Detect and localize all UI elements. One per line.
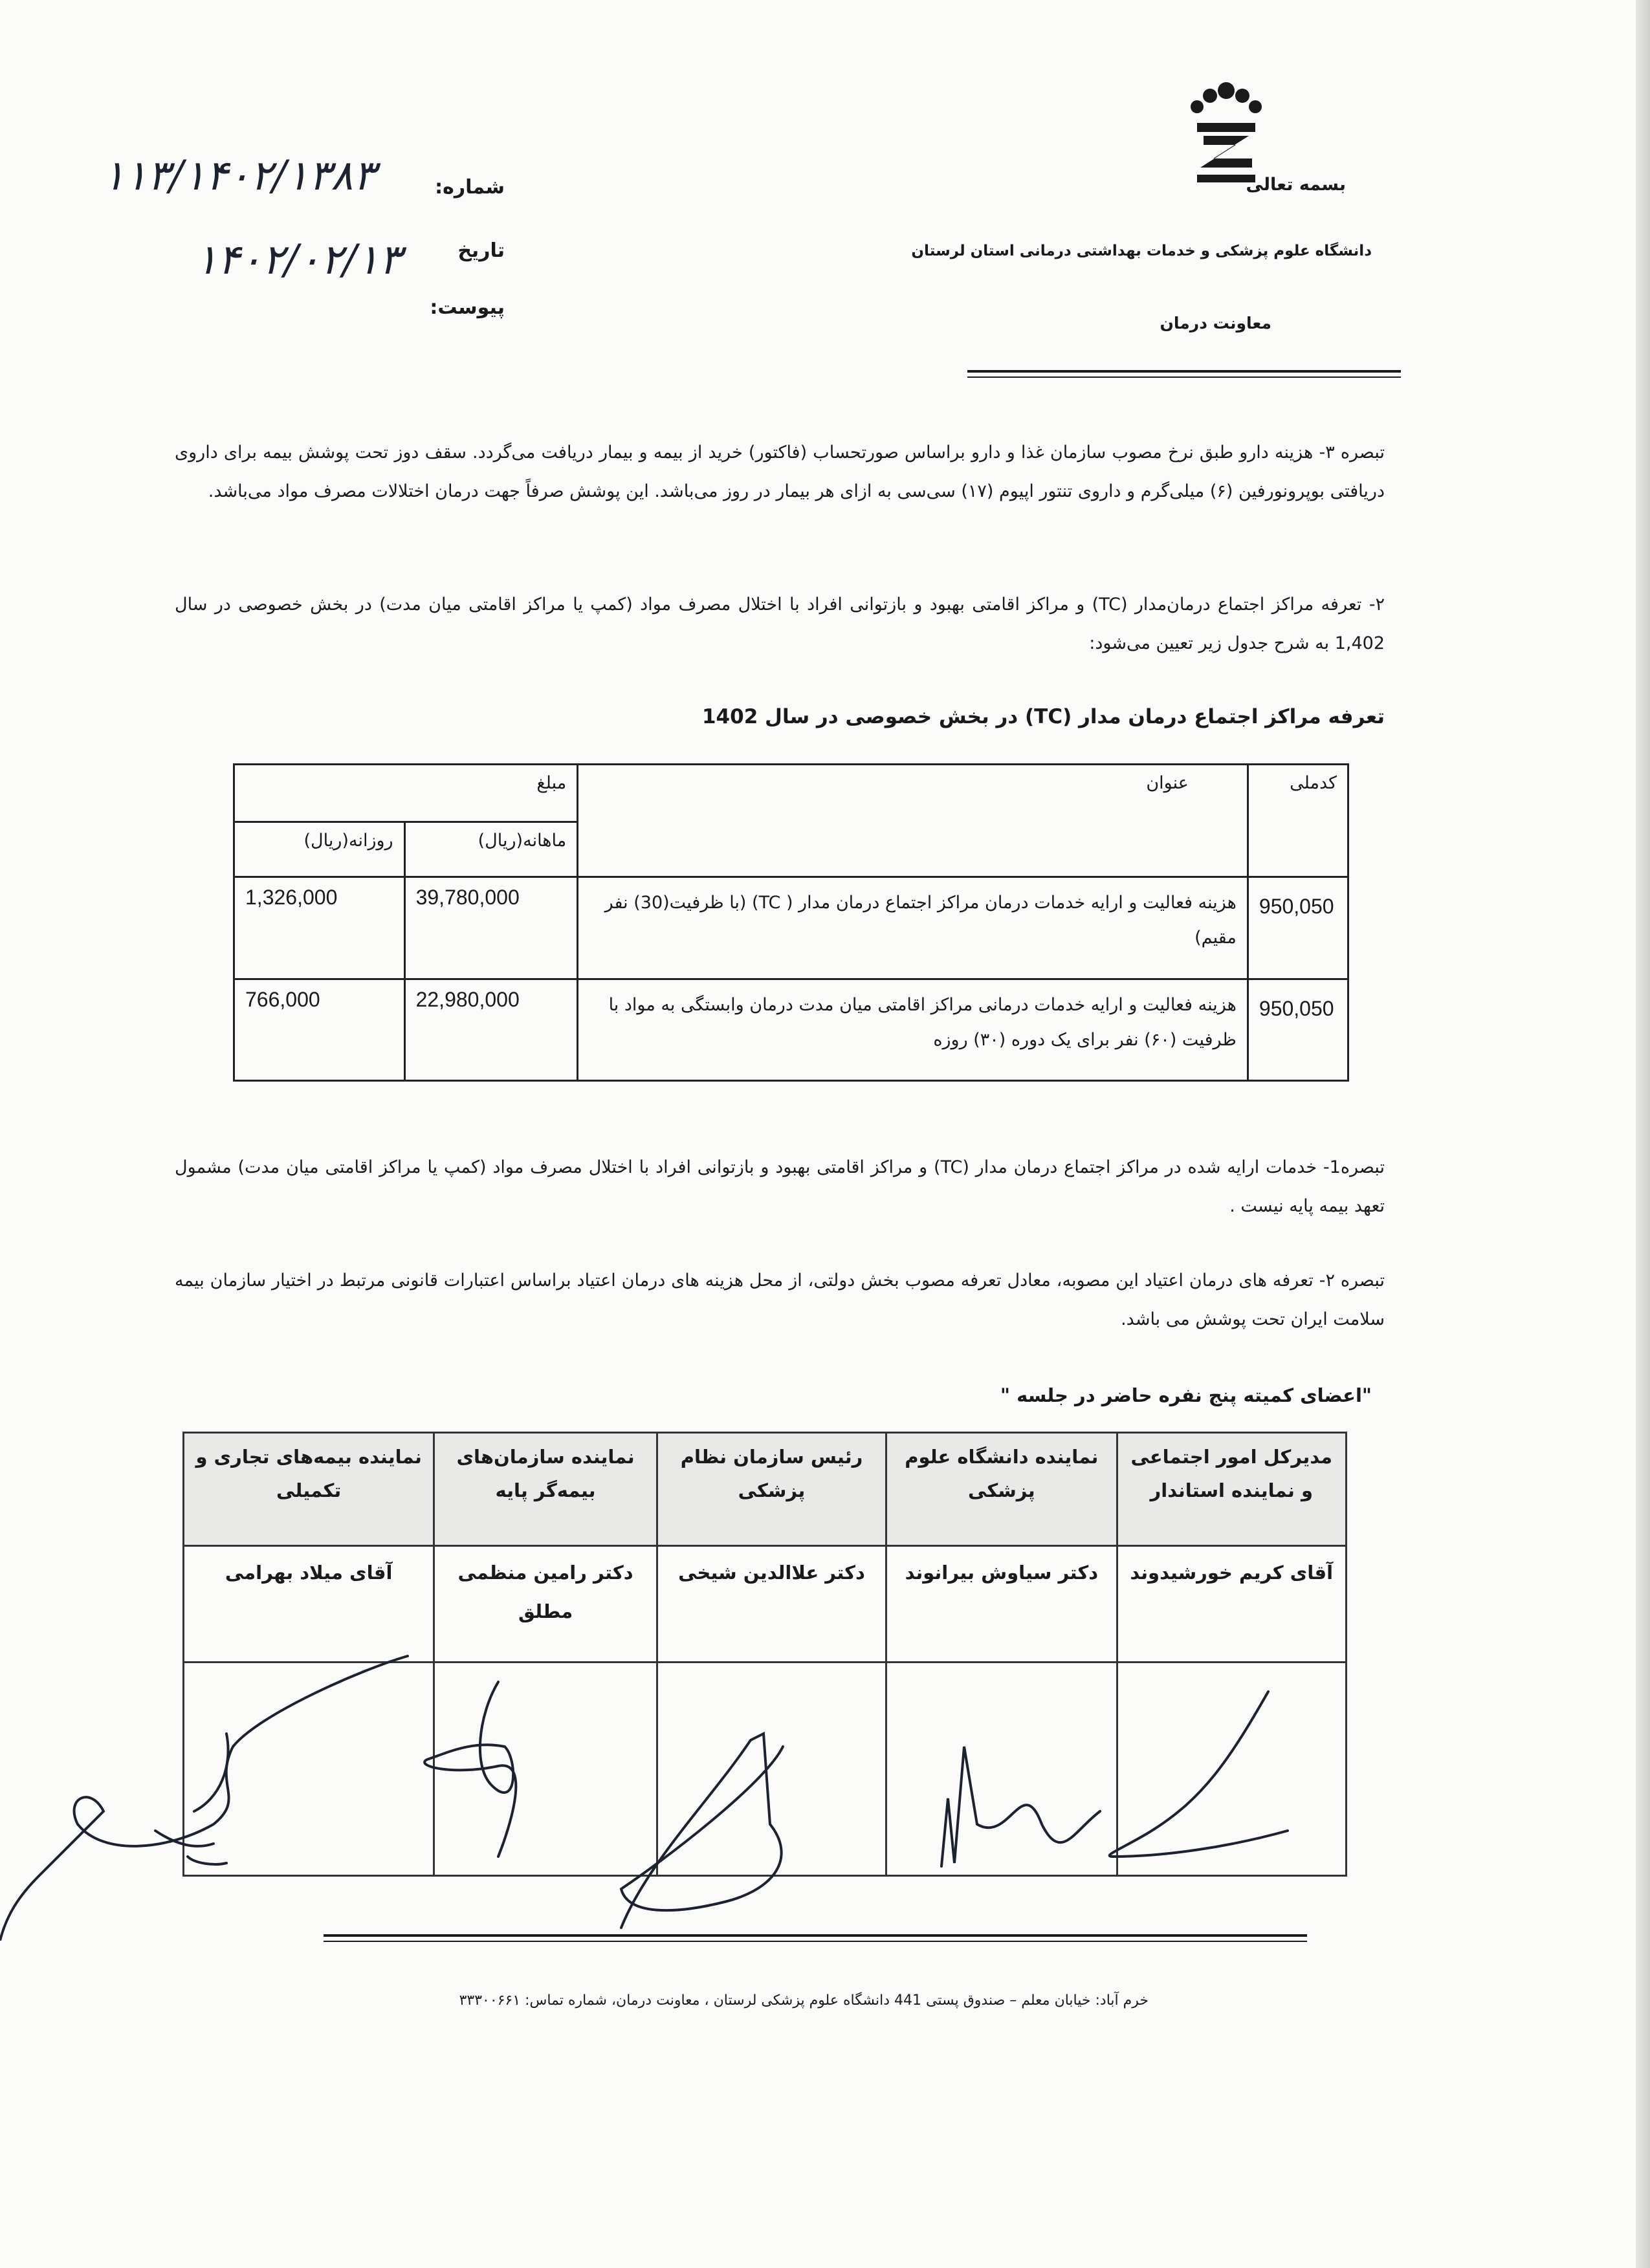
row-daily: 766,000 bbox=[234, 979, 405, 1080]
row-monthly: 39,780,000 bbox=[404, 877, 578, 979]
committee-member-name: آقای میلاد بهرامی bbox=[184, 1546, 434, 1663]
signature-bahrami bbox=[0, 1656, 408, 1941]
header-rule bbox=[967, 370, 1401, 373]
signature-biranvand bbox=[941, 1747, 1100, 1866]
committee-role: رئیس سازمان نظام پزشکی bbox=[657, 1433, 886, 1546]
tariff-table bbox=[233, 763, 1349, 1082]
footer-rule bbox=[324, 1934, 1307, 1937]
note-1: تبصره1- خدمات ارایه شده در مراکز اجتماع درمان مدار (TC) و مراکز اقامتی بهبود و بازتوانی افراد با اختلال مصرف مواد (کمپ یا مراکز اقامتی میان مدت) مشمول تعهد بیمه پایه نیست . bbox=[175, 1157, 1385, 1216]
table-row bbox=[234, 979, 1348, 1080]
attachment-label: پیوست: bbox=[430, 296, 505, 319]
date-label: تاریخ bbox=[457, 239, 505, 262]
item-2: ۲- تعرفه مراکز اجتماع درمان‌مدار (TC) و مراکز اقامتی بهبود و بازتوانی افراد با اختلال مصرف مواد (کمپ یا مراکز اقامتی میان مدت) در بخش خصوصی در سال 1,402 به شرح جدول زیر تعیین می‌شود: bbox=[175, 594, 1385, 653]
number-label: شماره: bbox=[435, 176, 505, 199]
footer-rule-thin bbox=[324, 1941, 1307, 1942]
committee-role: نماینده بیمه‌های تجاری و تکمیلی bbox=[184, 1433, 434, 1546]
row-code: 950,050 bbox=[1248, 877, 1348, 979]
handwritten-number: ۱۱۳/۱۴۰۲/۱۳۸۳ bbox=[102, 152, 375, 200]
committee-role: نماینده سازمان‌های بیمه‌گر پایه bbox=[434, 1433, 657, 1546]
row-daily: 1,326,000 bbox=[234, 877, 405, 979]
monthly-header: ماهانه(ریال) bbox=[404, 822, 578, 877]
committee-member-name: دکتر سیاوش بیرانوند bbox=[886, 1546, 1117, 1663]
row-code: 950,050 bbox=[1248, 979, 1348, 1080]
committee-member-name: دکتر رامین منظمی مطلق bbox=[434, 1546, 657, 1663]
signature-monazzami bbox=[424, 1682, 516, 1857]
code-header: کدملی bbox=[1248, 765, 1348, 877]
committee-role: نماینده دانشگاه علوم پزشکی bbox=[886, 1433, 1117, 1546]
daily-header: روزانه(ریال) bbox=[234, 822, 405, 877]
deputy-name: معاونت درمان bbox=[1160, 314, 1271, 333]
row-monthly: 22,980,000 bbox=[404, 979, 578, 1080]
tariff-table-title: تعرفه مراکز اجتماع درمان مدار (TC) در بخش خصوصی در سال 1402 bbox=[701, 705, 1385, 728]
table-row bbox=[234, 877, 1348, 979]
bismillah: بسمه تعالی bbox=[1246, 175, 1346, 195]
note-2: تبصره ۲- تعرفه های درمان اعتیاد این مصوبه، معادل تعرفه مصوب بخش دولتی، از محل هزینه های درمان اعتیاد براساس اعتبارات قانونی مرتبط در اختیار سازمان بیمه سلامت ایران تحت پوشش می باشد. bbox=[175, 1270, 1385, 1329]
committee-title: "اعضای کمیته پنج نفره حاضر در جلسه " bbox=[1000, 1384, 1372, 1406]
signature-sheikhi bbox=[621, 1734, 783, 1928]
committee-role: مدیرکل امور اجتماعی و نماینده استاندار bbox=[1117, 1433, 1346, 1546]
signatures-overlay bbox=[0, 1553, 1424, 1941]
footer-address: خرم آباد: خیابان معلم – صندوق پستی 441 دانشگاه علوم پزشکی لرستان ، معاونت درمان، شماره تماس: ۳۳۳۰۰۶۶۱ bbox=[459, 1992, 1149, 2009]
signature-khorshidvand bbox=[1110, 1692, 1288, 1857]
scan-edge bbox=[1636, 0, 1650, 2268]
committee-member-name: آقای کریم خورشیدوند bbox=[1117, 1546, 1346, 1663]
note-3: تبصره ۳- هزینه دارو طبق نرخ مصوب سازمان غذا و دارو براساس صورتحساب (فاکتور) خرید از بیمه و بیمار دریافت می‌گردد. سقف دوز تحت پوشش بیمه برای داروی دریافتی بوپرونورفین (۶) میلی‌گرم و داروی تنتور اپیوم (۱۷) سی‌سی به ازای هر بیمار در روز می‌باشد. این پوشش صرفاً جهت درمان اختلالات مصرف مواد می‌باشد. bbox=[175, 442, 1385, 501]
university-name: دانشگاه علوم پزشکی و خدمات بهداشتی درمانی استان لرستان bbox=[911, 243, 1372, 259]
committee-member-name: دکتر علاالدین شیخی bbox=[657, 1546, 886, 1663]
handwritten-date: ۱۴۰۲/۰۲/۱۳ bbox=[195, 236, 401, 284]
header-rule-thin bbox=[967, 376, 1401, 378]
row-title: هزینه فعالیت و ارایه خدمات درمانی مراکز اقامتی میان مدت درمان وابستگی به مواد با ظرفیت (۶۰) نفر برای یک دوره (۳۰) روزه bbox=[578, 979, 1248, 1080]
amount-header: مبلغ bbox=[234, 765, 578, 822]
row-title: هزینه فعالیت و ارایه خدمات درمان مراکز اجتماع درمان مدار ( TC) (با ظرفیت(30) نفر مقیم) bbox=[578, 877, 1248, 979]
title-header: عنوان bbox=[578, 765, 1248, 877]
